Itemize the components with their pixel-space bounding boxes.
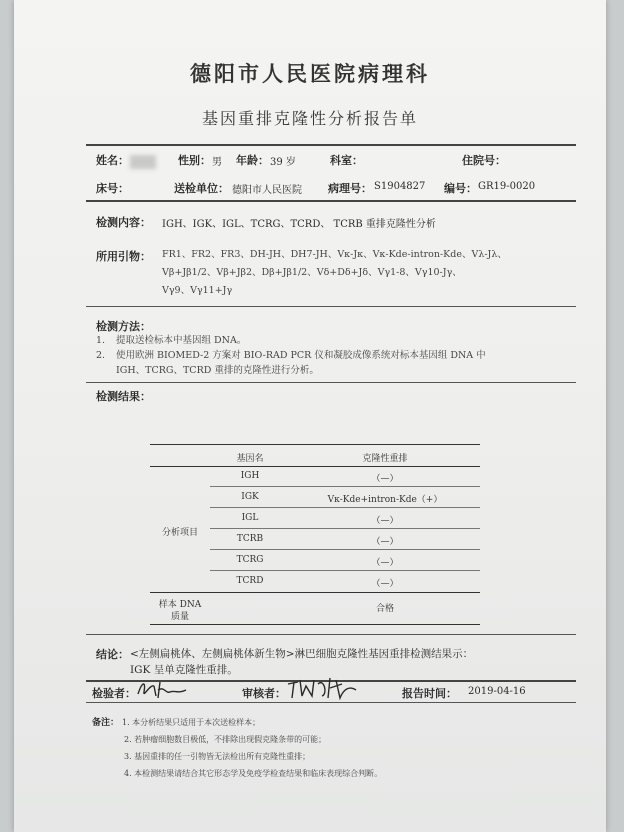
- serial-value: GR19-0020: [478, 181, 536, 192]
- method-label: 检测方法：: [96, 320, 151, 333]
- table-header-rule: [150, 466, 480, 467]
- method-item-1: 提取送检标本中基因组 DNA。: [116, 335, 247, 346]
- pathology-no-label: 病理号：: [328, 182, 372, 195]
- row-result-tcrd: （—）: [371, 579, 399, 589]
- row-gene-tcrg: TCRG: [236, 555, 264, 565]
- row-gene-tcrb: TCRB: [236, 534, 264, 544]
- method-num-1: 1.: [96, 335, 106, 346]
- results-divider: [86, 634, 576, 635]
- dna-quality-label-1: 样本 DNA: [158, 600, 202, 610]
- conclusion-line-1: <左侧扁桃体、左侧扁桃体新生物>淋巴细胞克隆性基因重排检测结果示：: [130, 648, 474, 660]
- name-redacted: [130, 151, 156, 170]
- examiner-label: 检验者：: [92, 687, 136, 700]
- primers-line-1: FR1、FR2、FR3、DH-JH、DH7-JH、Vκ-Jκ、Vκ-Kde-intron-Kde、Vλ-Jλ、: [162, 249, 507, 260]
- table-bottom-rule: [150, 624, 480, 625]
- dept-label: 科室：: [330, 154, 363, 167]
- age-label: 年龄：: [236, 154, 269, 167]
- row-gene-igk: IGK: [241, 492, 259, 502]
- row-gene-igl: IGL: [241, 513, 259, 523]
- row-result-tcrb: （—）: [371, 537, 399, 547]
- note-3: 3. 基因重排的任一引物皆无法检出所有克隆性重排；: [124, 752, 311, 761]
- primers-divider: [86, 306, 576, 307]
- reviewer-signature: [284, 674, 360, 702]
- conclusion-label: 结论：: [96, 648, 129, 661]
- report-date: 2019-04-16: [468, 686, 526, 697]
- group-label: 分析项目: [161, 528, 198, 538]
- primers-label: 所用引物：: [96, 250, 151, 263]
- signoff-divider: [86, 702, 576, 703]
- date-label: 报告时间：: [402, 687, 457, 700]
- info-divider: [86, 200, 576, 202]
- note-1: 1. 本分析结果只适用于本次送检样本；: [122, 718, 261, 727]
- row-rule: [210, 507, 480, 508]
- examiner-signature: [134, 676, 194, 702]
- row-result-igl: （—）: [371, 516, 399, 526]
- gender-label: 性别：: [178, 154, 211, 167]
- primers-line-2: Vβ+Jβ1/2、Vβ+Jβ2、Dβ+Jβ1/2、Vδ+Dδ+Jδ、Vγ1-8、Vγ10-Jγ、: [162, 267, 462, 278]
- row-rule: [210, 549, 480, 550]
- bed-label: 床号：: [96, 182, 129, 195]
- age-value: 39 岁: [270, 157, 296, 168]
- method-num-2: 2.: [96, 350, 106, 361]
- hospital-title: 德阳市人民医院病理科: [190, 62, 430, 86]
- note-4: 4. 本检测结果请结合其它形态学及免疫学检查结果和临床表现综合判断。: [124, 769, 383, 778]
- method-divider: [86, 382, 576, 383]
- method-item-2-cont: IGH、TCRG、TCRD 重排的克隆性进行分析。: [116, 365, 319, 376]
- unit-label: 送检单位：: [174, 182, 229, 195]
- name-label: 姓名：: [96, 154, 129, 167]
- row-rule: [210, 486, 480, 487]
- ward-label: 住院号：: [462, 154, 506, 167]
- row-result-igk: Vκ-Kde+intron-Kde（+）: [327, 495, 443, 505]
- row-rule: [210, 528, 480, 529]
- content-value: IGH、IGK、IGL、TCRG、TCRD、 TCRB 重排克隆性分析: [162, 219, 436, 230]
- content-label: 检测内容：: [96, 216, 151, 229]
- row-result-tcrg: （—）: [371, 558, 399, 568]
- row-rule: [210, 570, 480, 571]
- pathology-no-value: S1904827: [374, 181, 426, 192]
- serial-label: 编号：: [444, 182, 477, 195]
- row-gene-tcrd: TCRD: [236, 576, 264, 586]
- results-label: 检测结果：: [96, 390, 151, 403]
- unit-value: 德阳市人民医院: [232, 185, 302, 196]
- dna-quality-value: 合格: [375, 604, 394, 614]
- header-divider: [86, 144, 576, 146]
- notes-label: 备注：: [92, 718, 120, 728]
- primers-line-3: Vγ9、Vγ11+Jγ: [162, 285, 233, 296]
- header-rearrangement: 克隆性重排: [362, 454, 408, 464]
- dna-quality-label-2: 质量: [170, 612, 189, 622]
- method-item-2: 使用欧洲 BIOMED-2 方案对 BIO-RAD PCR 仪和凝胶成像系统对标本基因组 DNA 中: [116, 350, 486, 361]
- table-group-rule: [150, 592, 480, 593]
- note-2: 2. 若肿瘤细胞数目极低，不排除出现假克隆条带的可能；: [124, 735, 327, 744]
- gender-value: 男: [212, 157, 222, 168]
- header-gene: 基因名: [236, 454, 264, 464]
- report-title: 基因重排克隆性分析报告单: [201, 109, 418, 128]
- table-top-rule: [150, 444, 480, 445]
- reviewer-label: 审核者：: [242, 687, 286, 700]
- row-gene-igh: IGH: [240, 471, 260, 481]
- conclusion-line-2: IGK 呈单克隆性重排。: [130, 664, 238, 676]
- report-paper: [14, 0, 606, 832]
- row-result-igh: （—）: [371, 474, 399, 484]
